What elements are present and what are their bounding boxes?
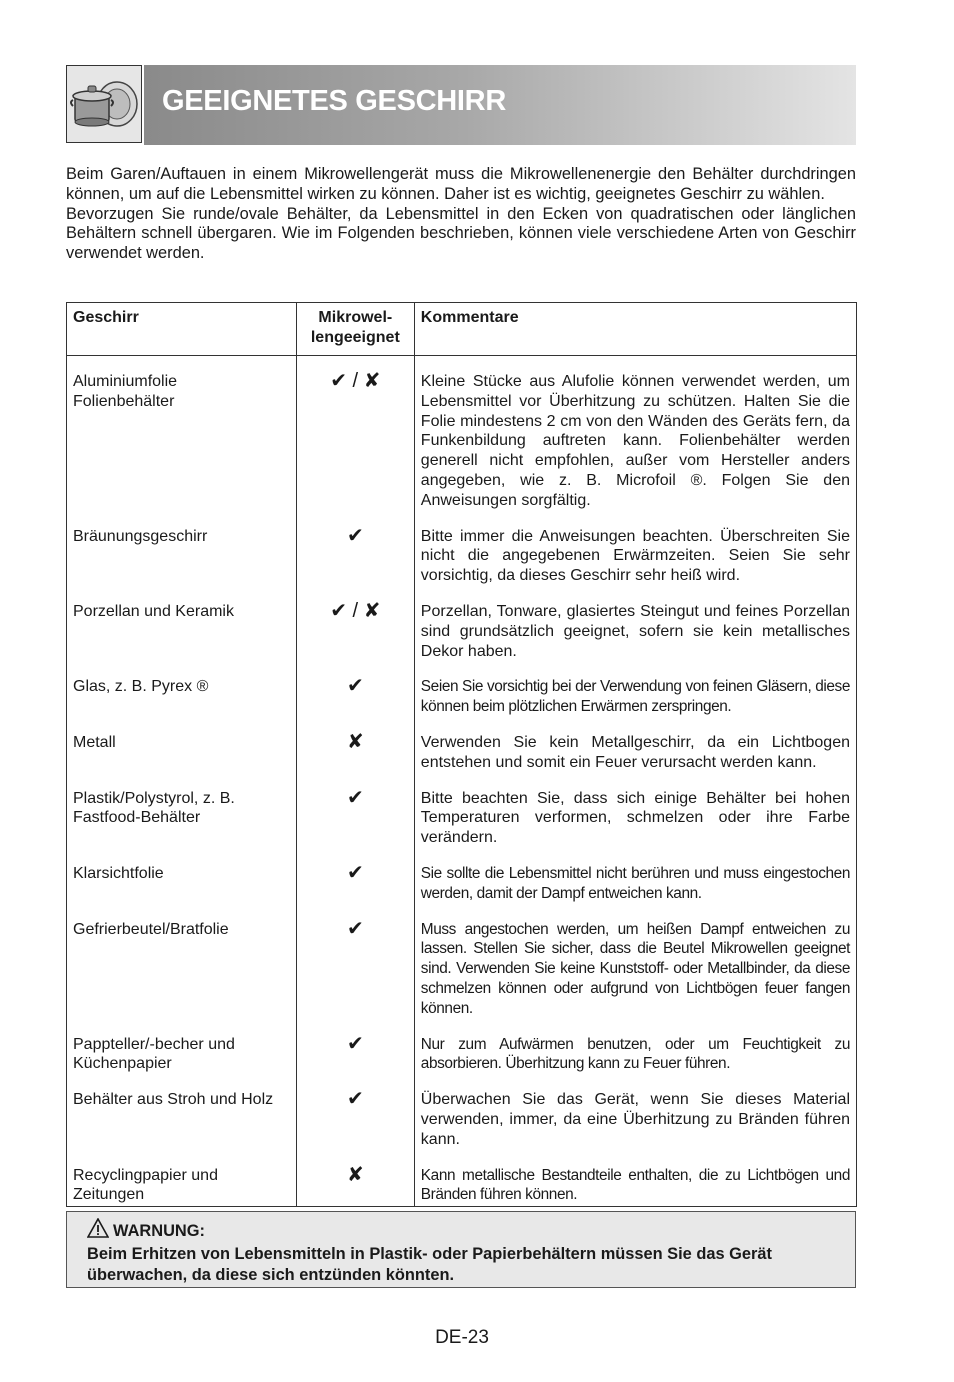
table-row	[67, 920, 857, 1035]
table-row	[67, 356, 857, 527]
cookware-table	[66, 302, 857, 1207]
cell-suitability-mark: ✔	[296, 920, 414, 1035]
cell-suitability-mark: ✔	[296, 864, 414, 920]
cell-suitability-mark: ✔	[296, 677, 414, 733]
warning-triangle-icon	[87, 1218, 109, 1244]
cell-dish: Metall	[67, 733, 297, 789]
cell-comment: Verwenden Sie kein Metallgeschirr, da ein Lichtbogen entstehen und somit ein Feuer verursacht werden kann.	[414, 733, 856, 789]
cell-suitability-mark: ✔	[296, 789, 414, 864]
cell-dish: Aluminiumfolie Folienbehälter	[67, 356, 297, 527]
cell-comment: Bitte immer die Anweisungen beachten. Überschreiten Sie nicht die angegebenen Erwärmzeiten. Seien Sie sehr vorsichtig, da dieses Geschirr sehr heiß wird.	[414, 527, 856, 602]
column-header-comments: Kommentare	[414, 303, 856, 356]
table-row	[67, 527, 857, 602]
cell-dish: Plastik/Polystyrol, z. B. Fastfood-Behälter	[67, 789, 297, 864]
cell-suitability-mark: ✔ / ✘	[296, 356, 414, 527]
table-row	[67, 1166, 857, 1207]
page-title: GEEIGNETES GESCHIRR	[162, 85, 506, 117]
cell-comment: Nur zum Aufwärmen benutzen, oder um Feuchtigkeit zu absorbieren. Überhitzung kann zu Feuer führen.	[414, 1035, 856, 1091]
cell-comment: Porzellan, Tonware, glasiertes Steingut und feines Porzellan sind grundsätzlich geeignet, sofern sie kein metallisches Dekor haben.	[414, 602, 856, 677]
cell-dish: Gefrierbeutel/Bratfolie	[67, 920, 297, 1035]
table-row	[67, 864, 857, 920]
cell-suitability-mark: ✘	[296, 733, 414, 789]
intro-text	[66, 165, 856, 264]
table-row	[67, 733, 857, 789]
section-header	[66, 65, 856, 145]
table-row	[67, 602, 857, 677]
cell-dish: Klarsichtfolie	[67, 864, 297, 920]
table-row	[67, 1090, 857, 1165]
warning-text: Beim Erhitzen von Lebensmitteln in Plastik- oder Papierbehältern müssen Sie das Gerät überwachen, da diese sich entzünden könnten.	[87, 1245, 772, 1284]
cell-comment: Kleine Stücke aus Alufolie können verwendet werden, um Lebensmittel vor Überhitzung zu schützen. Halten Sie die Folie mindestens 2 cm von den Wänden des Geräts fern, da Funkenbildung auftreten kann. Folienbehälter werden generell nicht empfohlen, außer vom Hersteller anders angegeben, wie z. B. Microfoil ®. Folgen Sie den Anweisungen sorgfältig.	[414, 356, 856, 527]
cell-suitability-mark: ✔	[296, 1035, 414, 1091]
cell-comment: Bitte beachten Sie, dass sich einige Behälter bei hohen Temperaturen verformen, schmelzen oder ihre Farbe verändern.	[414, 789, 856, 864]
cell-dish: Bräunungsgeschirr	[67, 527, 297, 602]
cell-comment: Seien Sie vorsichtig bei der Verwendung von feinen Gläsern, diese können beim plötzlichen Erwärmen zerspringen.	[414, 677, 856, 733]
cell-comment: Kann metallische Bestandteile enthalten, die zu Lichtbögen und Bränden führen können.	[414, 1166, 856, 1207]
cell-comment: Überwachen Sie das Gerät, wenn Sie dieses Material verwenden, immer, da eine Überhitzung zu Bränden führen kann.	[414, 1090, 856, 1165]
table-row	[67, 1035, 857, 1091]
table-header-row	[67, 303, 857, 356]
intro-paragraph: Bevorzugen Sie runde/ovale Behälter, da Lebensmittel in den Ecken von quadratischen oder länglichen Behältern schnell übergaren. Wie im Folgenden beschrieben, können viele verschiedene Arten von Geschirr verwendet werden.	[66, 204, 856, 263]
column-header-dish: Geschirr	[67, 303, 297, 356]
warning-box	[66, 1211, 856, 1288]
cell-dish: Pappteller/-becher und Küchenpapier	[67, 1035, 297, 1091]
cell-suitability-mark: ✔ / ✘	[296, 602, 414, 677]
cell-suitability-mark: ✔	[296, 1090, 414, 1165]
column-header-suitable: Mikrowel- lengeeignet	[296, 303, 414, 356]
cell-comment: Muss angestochen werden, um heißen Dampf entweichen zu lassen. Stellen Sie sicher, dass die Beutel Mikrowellen geeignet sind. Verwenden Sie keine Kunststoff- oder Metallbinder, da diese schmelzen können oder aufgrund von Lichtbögen feuer fangen können.	[414, 920, 856, 1035]
cell-suitability-mark: ✔	[296, 527, 414, 602]
cell-dish: Recyclingpapier und Zeitungen	[67, 1166, 297, 1207]
cell-dish: Behälter aus Stroh und Holz	[67, 1090, 297, 1165]
cookware-icon	[66, 65, 142, 143]
cell-suitability-mark: ✘	[296, 1166, 414, 1207]
table-row	[67, 677, 857, 733]
cell-comment: Sie sollte die Lebensmittel nicht berühren und muss eingestochen werden, damit der Dampf entweichen kann.	[414, 864, 856, 920]
cell-dish: Porzellan und Keramik	[67, 602, 297, 677]
page-number: DE-23	[435, 1327, 489, 1348]
intro-paragraph: Beim Garen/Auftauen in einem Mikrowellengerät muss die Mikrowellenenergie den Behälter durchdringen können, um auf die Lebensmittel wirken zu können. Daher ist es wichtig, geeignetes Geschirr zu wählen.	[66, 165, 856, 203]
cell-dish: Glas, z. B. Pyrex ®	[67, 677, 297, 733]
warning-title: WARNUNG:	[113, 1221, 205, 1240]
table-row	[67, 789, 857, 864]
